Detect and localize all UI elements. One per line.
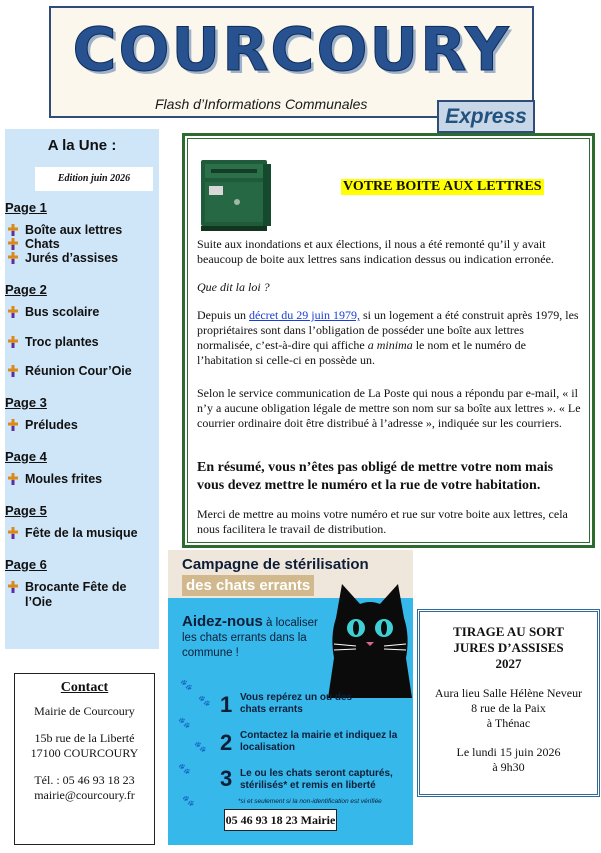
article-paragraph-2: Depuis un décret du 29 juin 1979, si un logement a été construit après 1979, les propriétaires sont dans l’obligation de posséder une boîte aux lettres normalisée, c’est-à-dire qui affiche a minima le nom et le numéro de l’habitation si celle-ci en possède un. xyxy=(197,308,579,367)
jury-draw-street: 8 rue de la Paix xyxy=(471,701,546,715)
article-paragraph-4: Merci de mettre au moins votre numéro et rue sur votre boite aux lettres, cela nous facilitera le travail de distribution. xyxy=(197,507,568,536)
bullet-icon xyxy=(7,223,19,237)
masthead-subtitle: Flash d’Informations Communales xyxy=(155,96,368,112)
article-title: VOTRE BOITE AUX LETTRES xyxy=(343,179,542,194)
toc-item[interactable]: Réunion Cour’Oie xyxy=(5,364,155,379)
article-summary: En résumé, vous n’êtes pas obligé de mettre votre nom mais vous devez mettre le numéro et la rue de votre habitation. xyxy=(197,460,554,493)
paw-icon: 🐾 xyxy=(178,764,191,775)
toc-page-6[interactable]: Page 6 xyxy=(5,557,47,572)
paw-icon: 🐾 xyxy=(182,796,195,807)
poster-phone: 05 46 93 18 23 Mairie xyxy=(224,809,337,831)
poster-title: Campagne de stérilisation xyxy=(182,556,369,573)
jury-draw-title-1: TIRAGE AU SORT xyxy=(453,624,564,639)
contact-phone: Tél. : 05 46 93 18 23 xyxy=(34,773,135,787)
step-1-text: Vous repérez un ou des chats errants xyxy=(240,692,353,715)
article-question: Que dit la loi ? xyxy=(197,280,270,294)
contact-email[interactable]: mairie@courcoury.fr xyxy=(34,788,135,802)
bullet-icon xyxy=(7,364,19,378)
article-paragraph-3: Selon le service communication de La Poste qui nous a répondu par e-mail, « il n’y a aucune obligation légale de mettre son nom sur sa boîte aux lettres ». « Le courrier ordinaire doit être distribué à l’adresse », indiquée sur les courriers. xyxy=(197,386,581,430)
bullet-icon xyxy=(7,251,19,265)
poster-call-to-action: Aidez-nous à localiser les chats errants dans la commune ! xyxy=(182,613,318,659)
toc-page-5[interactable]: Page 5 xyxy=(5,503,47,518)
jury-draw-year: 2027 xyxy=(495,656,522,671)
toc-item[interactable]: Préludes xyxy=(5,418,155,433)
step-1-number: 1 xyxy=(220,692,233,717)
black-cat-icon xyxy=(326,578,413,698)
toc-item[interactable]: Troc plantes xyxy=(5,335,155,350)
toc-page-2[interactable]: Page 2 xyxy=(5,282,47,297)
bullet-icon xyxy=(7,305,19,319)
bullet-icon xyxy=(7,580,19,594)
edition-label: Edition juin 2026 xyxy=(35,167,153,191)
jury-draw-town: à Thénac xyxy=(486,716,531,730)
express-badge: Express xyxy=(437,100,535,133)
mailbox-icon xyxy=(199,156,275,234)
sidebar-toc xyxy=(5,129,159,649)
sidebar-heading: A la Une : xyxy=(47,137,117,154)
bullet-icon xyxy=(7,418,19,432)
decree-link[interactable]: décret du 29 juin 1979, xyxy=(249,308,360,322)
step-2-text: Contactez la mairie et indiquez la localisation xyxy=(240,730,398,753)
bullet-icon xyxy=(7,237,19,251)
toc-item[interactable]: Boîte aux lettres xyxy=(5,223,155,238)
contact-box xyxy=(14,673,155,845)
jury-draw-title-2: JURES D’ASSISES xyxy=(453,640,564,655)
toc-page-1[interactable]: Page 1 xyxy=(5,200,47,215)
poster-subtitle: des chats errants xyxy=(182,575,314,596)
step-3-text: Le ou les chats seront capturés, stérilisés* et remis en liberté xyxy=(240,768,393,791)
contact-address-1: 15b rue de la Liberté xyxy=(34,731,135,745)
toc-item[interactable]: Fête de la musique xyxy=(5,526,155,541)
paw-icon: 🐾 xyxy=(198,696,211,707)
jury-draw-time: à 9h30 xyxy=(492,760,525,774)
toc-page-3[interactable]: Page 3 xyxy=(5,395,47,410)
paw-icon: 🐾 xyxy=(180,680,193,691)
toc-item[interactable]: Moules frites xyxy=(5,472,155,487)
toc-item[interactable]: Bus scolaire xyxy=(5,305,155,320)
contact-address-2: 17100 COURCOURY xyxy=(30,746,139,760)
toc-item[interactable]: Brocante Fête de l’Oie xyxy=(5,580,155,610)
cat-campaign-poster xyxy=(168,550,413,845)
article-mailbox xyxy=(182,133,595,548)
toc-item[interactable]: Chats xyxy=(5,237,155,252)
contact-name: Mairie de Courcoury xyxy=(34,704,135,718)
contact-title: Contact xyxy=(60,680,109,695)
article-paragraph-1: Suite aux inondations et aux élections, il nous a été remonté qu’il y avait beaucoup de boite aux lettres sans indication dessus ou indication erronée. xyxy=(197,237,554,266)
toc-page-4[interactable]: Page 4 xyxy=(5,449,47,464)
paw-icon: 🐾 xyxy=(194,742,207,753)
bullet-icon xyxy=(7,526,19,540)
jury-draw-date: Le lundi 15 juin 2026 xyxy=(456,745,561,759)
masthead-title: COURCOURY xyxy=(72,15,511,85)
step-3-number: 3 xyxy=(220,766,233,791)
jury-draw-box xyxy=(417,609,600,797)
poster-footnote: *si et seulement si la non-identification est vérifiée xyxy=(238,798,382,805)
bullet-icon xyxy=(7,472,19,486)
paw-icon: 🐾 xyxy=(178,718,191,729)
bullet-icon xyxy=(7,335,19,349)
jury-draw-venue: Aura lieu Salle Hélène Neveur xyxy=(434,686,583,700)
step-2-number: 2 xyxy=(220,730,233,755)
toc-item[interactable]: Jurés d’assises xyxy=(5,251,155,266)
